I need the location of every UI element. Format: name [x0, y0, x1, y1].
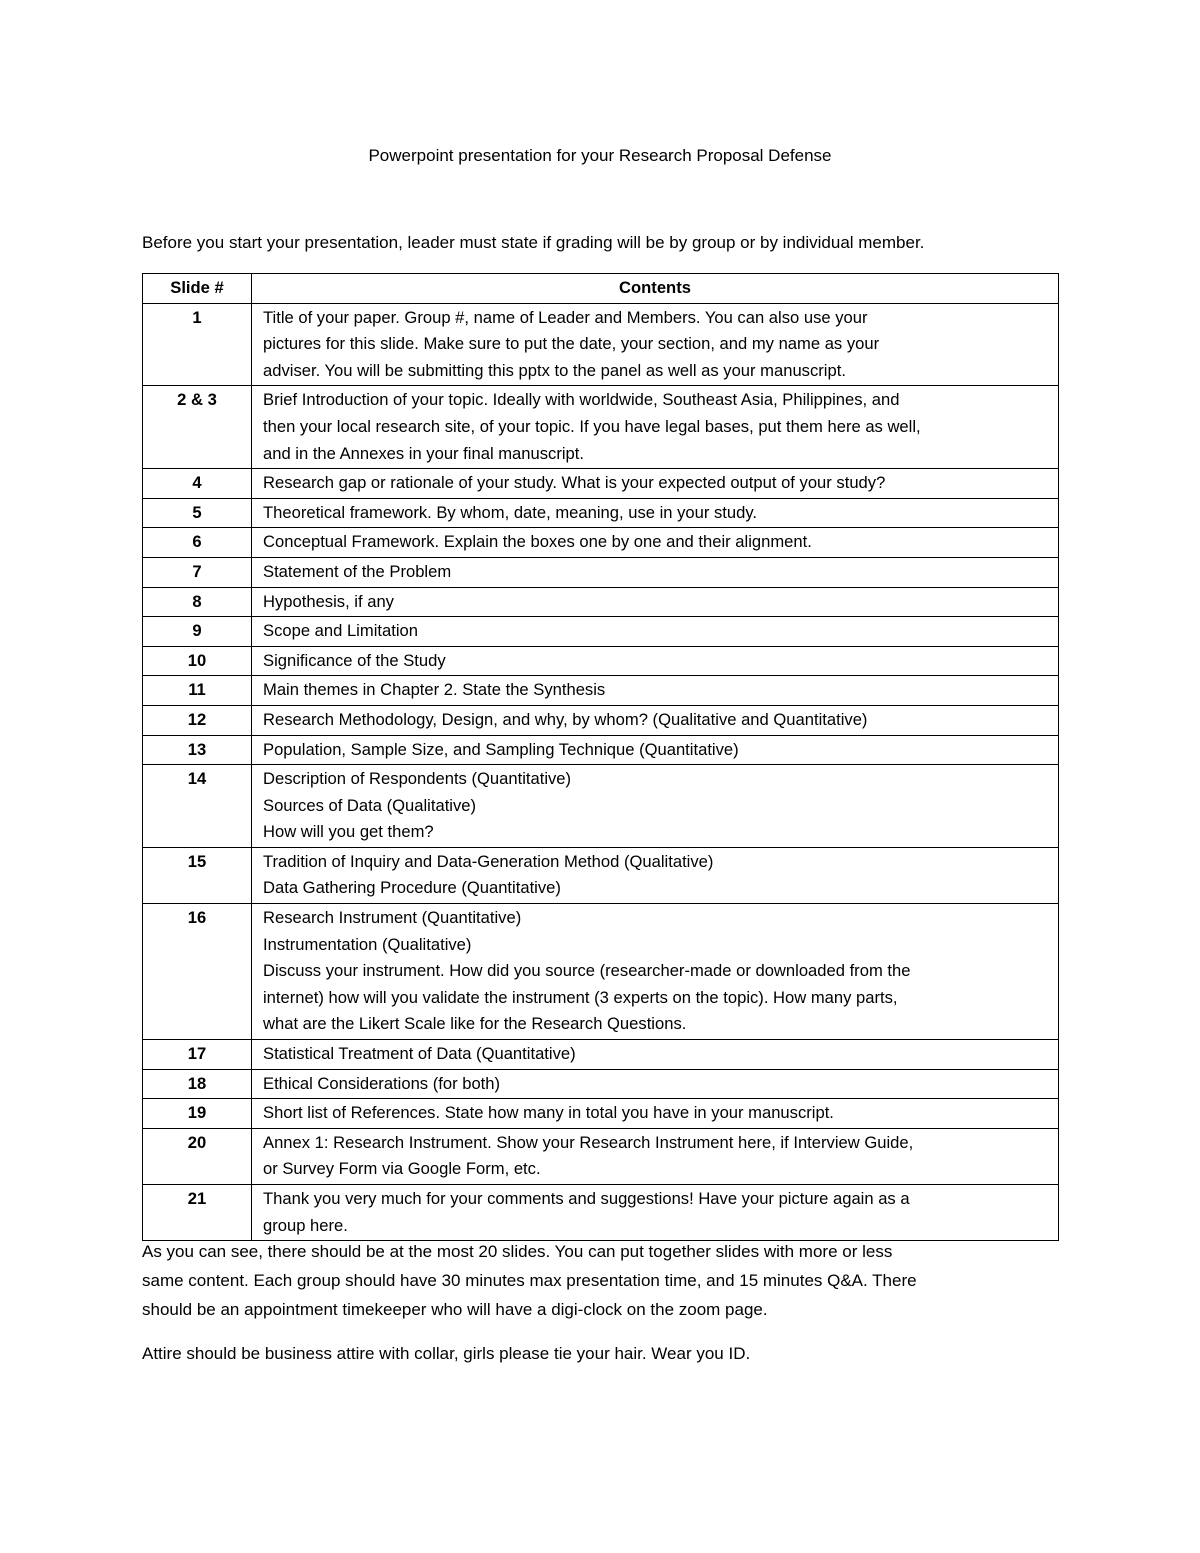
- slide-number-cell: 21: [143, 1185, 252, 1241]
- document-title: Powerpoint presentation for your Research Proposal Defense: [368, 146, 832, 165]
- slide-contents-line: Significance of the Study: [263, 650, 446, 670]
- slide-number-cell: 12: [143, 705, 252, 735]
- table-row: [143, 1128, 1059, 1184]
- slide-contents-cell: [252, 904, 1059, 1040]
- slide-contents-cell: [252, 557, 1059, 587]
- slide-contents-line: adviser. You will be submitting this pptx to the panel as well as your manuscript.: [263, 360, 846, 380]
- slide-contents-line: Brief Introduction of your topic. Ideally with worldwide, Southeast Asia, Philippines, and: [263, 390, 900, 410]
- table-body: [143, 303, 1059, 1241]
- table-row: [143, 735, 1059, 765]
- slide-contents-cell: [252, 386, 1059, 469]
- slide-number-cell: 20: [143, 1128, 252, 1184]
- slide-contents-line: Scope and Limitation: [263, 621, 418, 641]
- table-row: [143, 617, 1059, 647]
- slide-contents-cell: [252, 847, 1059, 903]
- table-row: [143, 303, 1059, 386]
- closing-paragraph-1-line: same content. Each group should have 30 minutes max presentation time, and 15 minutes Q&A. There: [142, 1271, 917, 1290]
- table-row: [143, 705, 1059, 735]
- closing-paragraph-1: [142, 1237, 1062, 1324]
- slide-contents-line: Instrumentation (Qualitative): [263, 934, 472, 954]
- slide-contents-line: Discuss your instrument. How did you source (researcher-made or downloaded from the: [263, 961, 911, 981]
- closing-section: [142, 1237, 1062, 1383]
- slide-contents-cell: [252, 735, 1059, 765]
- slide-contents-line: Main themes in Chapter 2. State the Synthesis: [263, 680, 606, 700]
- table-row: [143, 847, 1059, 903]
- slide-number-cell: 1: [143, 303, 252, 386]
- table-row: [143, 587, 1059, 617]
- slide-number-cell: 19: [143, 1099, 252, 1129]
- table-row: [143, 676, 1059, 706]
- slide-contents-line: Research Methodology, Design, and why, by whom? (Qualitative and Quantitative): [263, 709, 868, 729]
- table-row: [143, 646, 1059, 676]
- table-row: [143, 528, 1059, 558]
- slide-number-cell: 11: [143, 676, 252, 706]
- table-row: [143, 469, 1059, 499]
- slide-number-cell: 13: [143, 735, 252, 765]
- table-row: [143, 765, 1059, 848]
- slide-contents-line: Statistical Treatment of Data (Quantitative): [263, 1044, 576, 1064]
- slide-contents-line: group here.: [263, 1215, 348, 1235]
- slide-number-cell: 14: [143, 765, 252, 848]
- column-header-contents: Contents: [252, 274, 1059, 304]
- closing-paragraph-2: [142, 1339, 1062, 1368]
- closing-paragraph-1-line: should be an appointment timekeeper who will have a digi-clock on the zoom page.: [142, 1300, 768, 1319]
- intro-paragraph: Before you start your presentation, leader must state if grading will be by group or by individual member.: [142, 233, 925, 252]
- slide-contents-line: and in the Annexes in your final manuscript.: [263, 443, 585, 463]
- slide-number-cell: 9: [143, 617, 252, 647]
- slides-table: [142, 273, 1059, 1241]
- slide-number-cell: 18: [143, 1069, 252, 1099]
- slide-contents-line: then your local research site, of your topic. If you have legal bases, put them here as well,: [263, 416, 921, 436]
- slide-contents-cell: [252, 498, 1059, 528]
- slide-contents-line: Tradition of Inquiry and Data-Generation Method (Qualitative): [263, 851, 714, 871]
- slide-contents-cell: [252, 1185, 1059, 1241]
- slide-contents-line: How will you get them?: [263, 822, 434, 842]
- slide-contents-cell: [252, 303, 1059, 386]
- slide-contents-line: pictures for this slide. Make sure to put the date, your section, and my name as your: [263, 334, 880, 354]
- table-header-row: [143, 274, 1059, 304]
- slide-contents-cell: [252, 705, 1059, 735]
- slide-contents-cell: [252, 676, 1059, 706]
- slide-contents-line: Sources of Data (Qualitative): [263, 795, 477, 815]
- column-header-slide: Slide #: [143, 274, 252, 304]
- slide-contents-line: Ethical Considerations (for both): [263, 1073, 501, 1093]
- slide-contents-line: Research gap or rationale of your study. What is your expected output of your study?: [263, 473, 886, 493]
- slide-contents-line: Population, Sample Size, and Sampling Technique (Quantitative): [263, 739, 739, 759]
- slide-contents-line: Short list of References. State how many in total you have in your manuscript.: [263, 1103, 834, 1123]
- slide-contents-line: Data Gathering Procedure (Quantitative): [263, 878, 561, 898]
- slide-contents-cell: [252, 1069, 1059, 1099]
- slide-number-cell: 2 & 3: [143, 386, 252, 469]
- slide-contents-cell: [252, 528, 1059, 558]
- slide-contents-cell: [252, 1099, 1059, 1129]
- slide-contents-line: Title of your paper. Group #, name of Leader and Members. You can also use your: [263, 307, 868, 327]
- slide-number-cell: 8: [143, 587, 252, 617]
- table-row: [143, 904, 1059, 1040]
- table-row: [143, 386, 1059, 469]
- slide-contents-line: Research Instrument (Quantitative): [263, 908, 522, 928]
- slide-contents-line: what are the Likert Scale like for the Research Questions.: [263, 1014, 687, 1034]
- closing-paragraph-2-line: Attire should be business attire with collar, girls please tie your hair. Wear you ID.: [142, 1344, 751, 1363]
- slide-contents-line: internet) how will you validate the instrument (3 experts on the topic). How many parts,: [263, 987, 898, 1007]
- table-row: [143, 498, 1059, 528]
- slide-contents-line: Annex 1: Research Instrument. Show your Research Instrument here, if Interview Guide,: [263, 1132, 914, 1152]
- slide-number-cell: 4: [143, 469, 252, 499]
- slide-number-cell: 15: [143, 847, 252, 903]
- table-row: [143, 1069, 1059, 1099]
- slide-number-cell: 17: [143, 1040, 252, 1070]
- table-row: [143, 1099, 1059, 1129]
- slide-contents-cell: [252, 617, 1059, 647]
- slide-contents-cell: [252, 469, 1059, 499]
- slide-contents-line: Thank you very much for your comments and suggestions! Have your picture again as a: [263, 1189, 910, 1208]
- closing-paragraph-1-line: As you can see, there should be at the most 20 slides. You can put together slides with more or less: [142, 1242, 893, 1261]
- slide-contents-line: Conceptual Framework. Explain the boxes one by one and their alignment.: [263, 532, 812, 552]
- slide-number-cell: 6: [143, 528, 252, 558]
- table-row: [143, 557, 1059, 587]
- slide-contents-line: Description of Respondents (Quantitative): [263, 769, 572, 789]
- slide-number-cell: 16: [143, 904, 252, 1040]
- slide-contents-cell: [252, 1040, 1059, 1070]
- table-row: [143, 1040, 1059, 1070]
- slide-contents-cell: [252, 1128, 1059, 1184]
- slide-number-cell: 5: [143, 498, 252, 528]
- slide-contents-line: Statement of the Problem: [263, 561, 452, 581]
- slide-number-cell: 10: [143, 646, 252, 676]
- slide-contents-cell: [252, 587, 1059, 617]
- slide-contents-line: Hypothesis, if any: [263, 591, 394, 611]
- slide-contents-line: Theoretical framework. By whom, date, meaning, use in your study.: [263, 502, 758, 522]
- slide-number-cell: 7: [143, 557, 252, 587]
- slide-contents-cell: [252, 765, 1059, 848]
- slide-contents-line: or Survey Form via Google Form, etc.: [263, 1159, 541, 1179]
- table-row: [143, 1185, 1059, 1241]
- slide-contents-cell: [252, 646, 1059, 676]
